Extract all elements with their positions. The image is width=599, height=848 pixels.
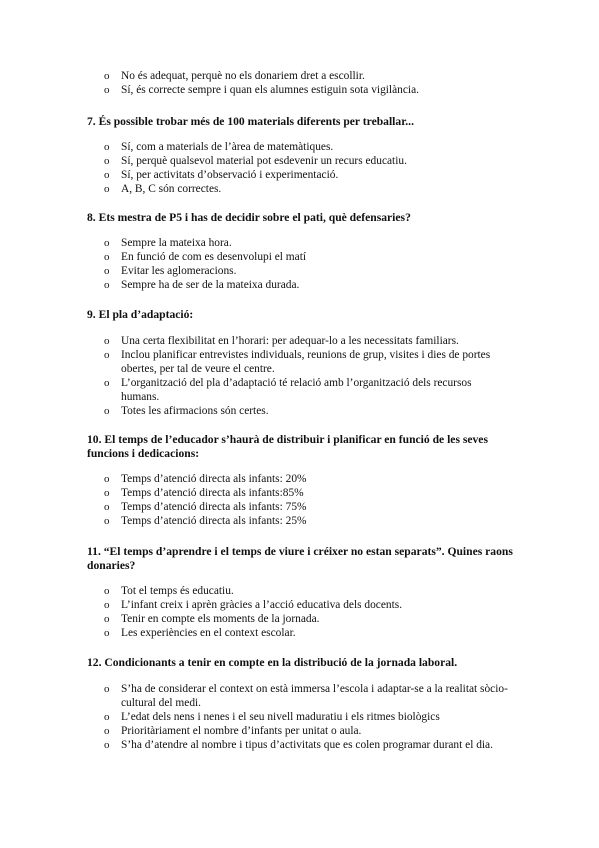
- option-text: L’edat dels nens i nenes i el seu nivell maduratiu i els ritmes biològics: [121, 710, 440, 723]
- option-item: [0, 501, 599, 515]
- option-text: Sempre ha de ser de la mateixa durada.: [121, 278, 300, 291]
- question-title: 7. És possible trobar més de 100 materials diferents per treballar...: [87, 115, 414, 128]
- option-text: Tenir en compte els moments de la jornada.: [121, 612, 320, 625]
- question-title: 11. “El temps d’aprendre i el temps de viure i créixer no estan separats”. Quines raons donaries?: [87, 545, 513, 572]
- option-text: L’infant creix i aprèn gràcies a l’acció educativa dels docents.: [121, 598, 403, 611]
- bullet-icon: o: [104, 710, 110, 723]
- option-item: [0, 265, 599, 279]
- option-text: Sí, com a materials de l’àrea de matemàtiques.: [121, 141, 334, 153]
- option-item: [0, 84, 599, 98]
- option-item: [0, 515, 599, 529]
- bullet-icon: o: [104, 154, 110, 167]
- option-item: [0, 141, 599, 155]
- question-title: 10. El temps de l’educador s’haurà de distribuir i planificar en funció de les seves funcions i dedicacions:: [87, 433, 488, 460]
- question-options: [0, 683, 599, 753]
- question-title: 12. Condicionants a tenir en compte en la distribució de la jornada laboral.: [87, 656, 458, 669]
- bullet-icon: o: [104, 404, 110, 417]
- option-text: S’ha d’atendre al nombre i tipus d’activitats que es colen programar durant el dia.: [121, 738, 493, 751]
- option-item: [0, 70, 599, 84]
- question-options: [0, 335, 599, 418]
- option-text: Temps d’atenció directa als infants: 75%: [121, 500, 307, 513]
- option-text: No és adequat, perquè no els donariem dret a escollir.: [121, 70, 365, 82]
- option-text: Una certa flexibilitat en l’horari: per adequar-lo a les necessitats familiars.: [121, 335, 459, 347]
- bullet-icon: o: [104, 738, 110, 751]
- bullet-icon: o: [104, 598, 110, 611]
- option-text: Sempre la mateixa hora.: [121, 237, 232, 249]
- option-item: [0, 473, 599, 487]
- option-item: [0, 585, 599, 599]
- option-text: Sí, perquè qualsevol material pot esdevenir un recurs educatiu.: [121, 154, 407, 167]
- option-text: A, B, C són correctes.: [121, 182, 222, 195]
- bullet-icon: o: [104, 348, 110, 361]
- option-text: Prioritàriament el nombre d’infants per unitat o aula.: [121, 724, 362, 737]
- bullet-icon: o: [104, 724, 110, 737]
- bullet-icon: o: [104, 70, 110, 82]
- option-item: [0, 599, 599, 613]
- bullet-icon: o: [104, 683, 110, 695]
- option-item: [0, 739, 599, 753]
- bullet-icon: o: [104, 278, 110, 291]
- bullet-icon: o: [104, 250, 110, 263]
- option-item: [0, 237, 599, 251]
- option-item: [0, 725, 599, 739]
- bullet-icon: o: [104, 83, 110, 96]
- carryover-options: [0, 70, 599, 98]
- option-text: Inclou planificar entrevistes individuals, reunions de grup, visites i dies de portes obertes, per tal de veure el centre.: [121, 348, 491, 375]
- question-title: 9. El pla d’adaptació:: [87, 308, 194, 321]
- option-item: [0, 349, 599, 377]
- option-item: [0, 155, 599, 169]
- option-text: Temps d’atenció directa als infants: 25%: [121, 514, 307, 527]
- option-item: [0, 627, 599, 641]
- question-options: [0, 141, 599, 197]
- option-text: Sí, és correcte sempre i quan els alumnes estiguin sota vigilància.: [121, 83, 419, 96]
- question-options: [0, 237, 599, 293]
- option-text: L’organització del pla d’adaptació té relació amb l’organització dels recursos humans.: [121, 376, 472, 403]
- option-item: [0, 405, 599, 419]
- option-text: Les experiències en el context escolar.: [121, 626, 296, 639]
- bullet-icon: o: [104, 500, 110, 513]
- bullet-icon: o: [104, 335, 110, 347]
- bullet-icon: o: [104, 612, 110, 625]
- option-text: Temps d’atenció directa als infants:85%: [121, 486, 304, 499]
- option-item: [0, 279, 599, 293]
- bullet-icon: o: [104, 473, 110, 485]
- option-text: Sí, per activitats d’observació i experimentació.: [121, 168, 339, 181]
- question-options: [0, 473, 599, 529]
- option-text: En funció de com es desenvolupi el matí: [121, 250, 307, 263]
- question-options: [0, 585, 599, 641]
- option-item: [0, 377, 599, 405]
- bullet-icon: o: [104, 141, 110, 153]
- option-item: [0, 335, 599, 349]
- bullet-icon: o: [104, 264, 110, 277]
- bullet-icon: o: [104, 486, 110, 499]
- bullet-icon: o: [104, 585, 110, 597]
- option-item: [0, 711, 599, 725]
- bullet-icon: o: [104, 626, 110, 639]
- option-item: [0, 613, 599, 627]
- bullet-icon: o: [104, 168, 110, 181]
- option-text: Evitar les aglomeracions.: [121, 264, 237, 277]
- option-item: [0, 169, 599, 183]
- option-text: S’ha de considerar el context on està immersa l’escola i adaptar-se a la realitat sòcio-cultural del medi.: [121, 683, 508, 709]
- bullet-icon: o: [104, 237, 110, 249]
- option-item: [0, 251, 599, 265]
- option-item: [0, 183, 599, 197]
- option-text: Temps d’atenció directa als infants: 20%: [121, 473, 307, 485]
- option-text: Totes les afirmacions són certes.: [121, 404, 269, 417]
- bullet-icon: o: [104, 514, 110, 527]
- option-item: [0, 487, 599, 501]
- option-text: Tot el temps és educatiu.: [121, 585, 234, 597]
- bullet-icon: o: [104, 376, 110, 389]
- bullet-icon: o: [104, 182, 110, 195]
- question-title: 8. Ets mestra de P5 i has de decidir sobre el pati, què defensaries?: [87, 211, 411, 224]
- option-item: [0, 683, 599, 711]
